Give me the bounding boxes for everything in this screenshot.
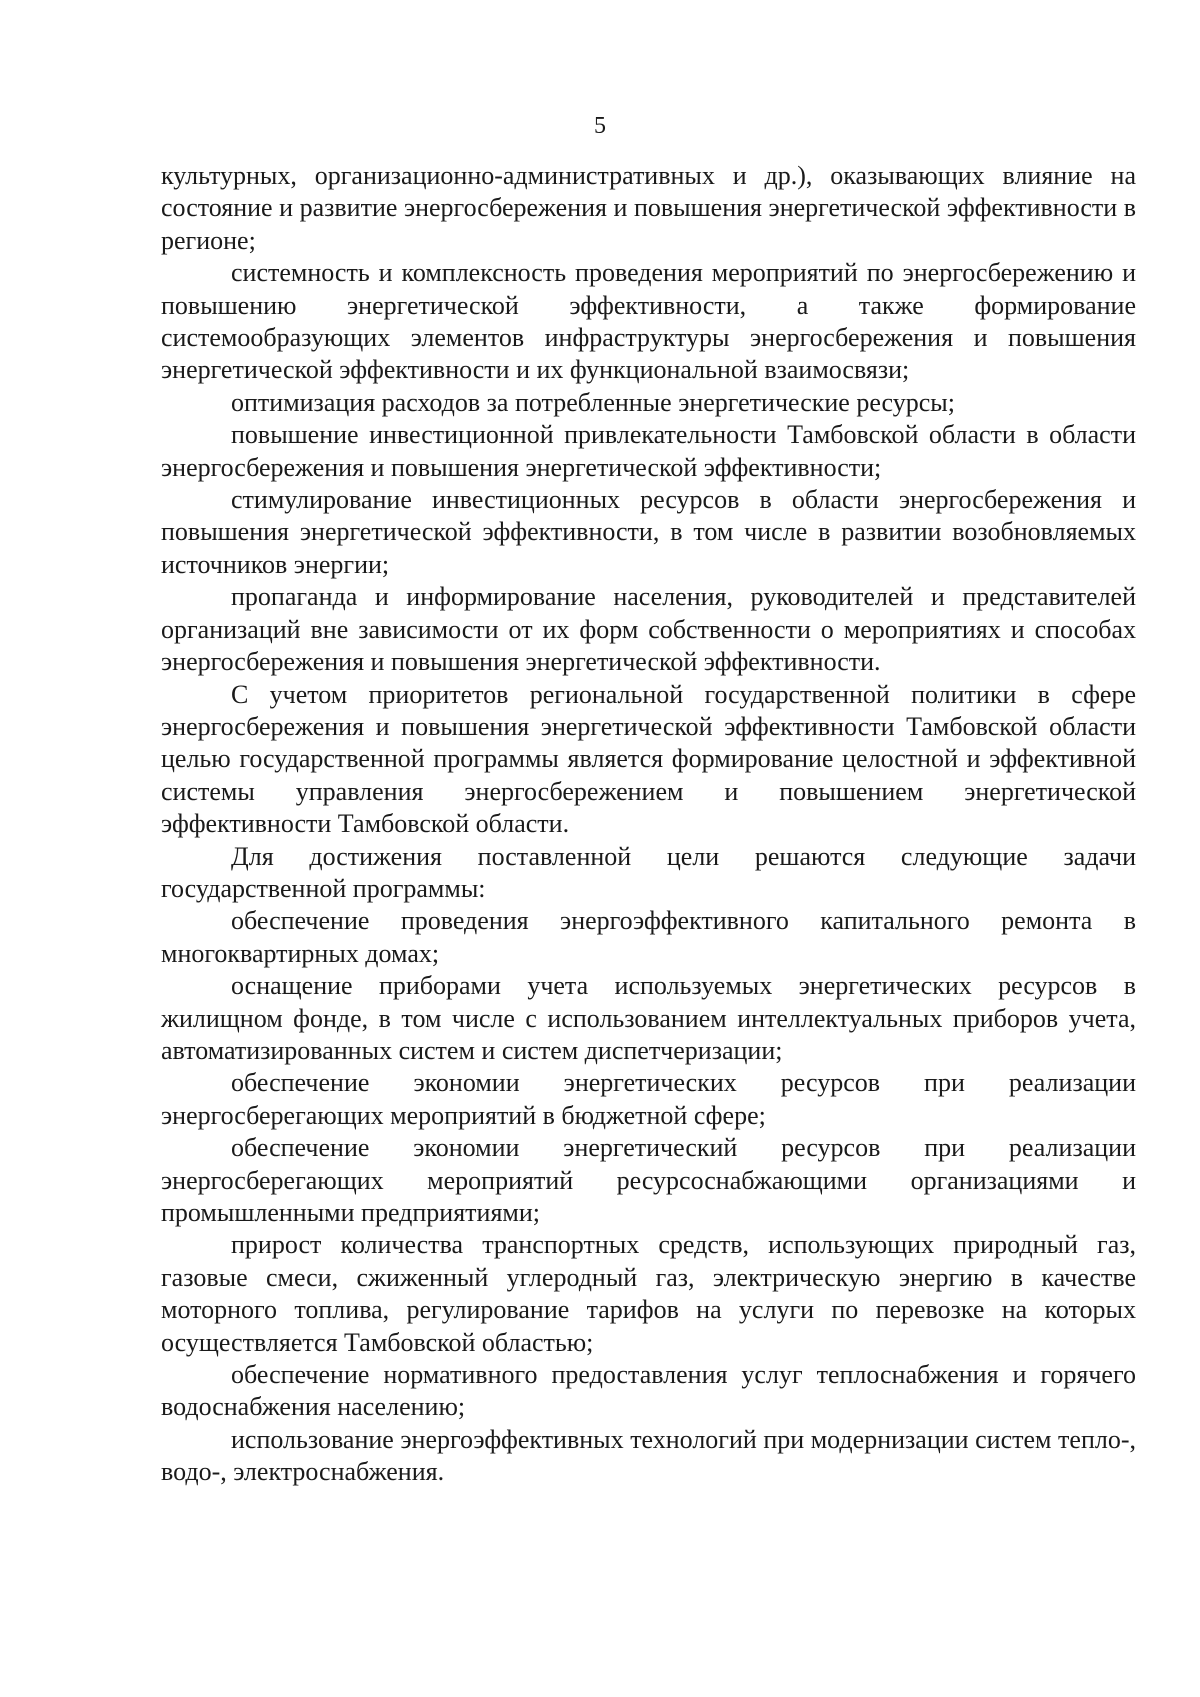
paragraph-propaganda: пропаганда и информирование населения, руководителей и представителей организаций вне зависимости от их форм собственности о мероприятиях и способах энергосбережения и повышения энергетической эффективности. [161,582,1136,677]
paragraph-task-metering: оснащение приборами учета используемых энергетических ресурсов в жилищном фонде, в том числе с использованием интеллектуальных приборов учета, автоматизированных систем и систем диспетчеризации; [161,971,1136,1065]
paragraph-program-goal: С учетом приоритетов региональной государственной политики в сфере энергосбережения и повышения энергетической эффективности Тамбовской области целью государственной программы является формирование целостной и эффективной системы управления энергосбережением и повышением энергетической эффективности Тамбовской области. [161,679,1136,839]
paragraph-systemic-approach: системность и комплексность проведения мероприятий по энергосбережению и повышению энергетической эффективности, а также формирование системообразующих элементов инфраструктуры энергосбережения и повышения энергетической эффективности и их функциональной взаимосвязи; [161,258,1136,385]
paragraph-investment-stimulation: стимулирование инвестиционных ресурсов в области энергосбережения и повышения энергетической эффективности, в том числе в развитии возобновляемых источников энергии; [161,485,1136,579]
paragraph-investment-attractiveness: повышение инвестиционной привлекательности Тамбовской области в области энергосбережения и повышения энергетической эффективности; [161,420,1136,482]
paragraph-task-heat-supply: обеспечение нормативного предоставления услуг теплоснабжения и горячего водоснабжения населению; [161,1360,1136,1422]
paragraph-tasks-intro: Для достижения поставленной цели решаются следующие задачи государственной программы: [161,841,1136,903]
paragraph-task-supplier-savings: обеспечение экономии энергетический ресурсов при реализации энергосберегающих мероприятий ресурсоснабжающими организациями и промышленными предприятиями; [161,1133,1136,1227]
paragraph-continuation: культурных, организационно-административных и др.), оказывающих влияние на состояние и развитие энергосбережения и повышения энергетической эффективности в регионе; [161,161,1136,255]
paragraph-cost-optimization: оптимизация расходов за потребленные энергетические ресурсы; [231,387,955,417]
paragraph-task-budget-savings: обеспечение экономии энергетических ресурсов при реализации энергосберегающих мероприятий в бюджетной сфере; [161,1068,1136,1130]
document-text [161,160,1136,1489]
paragraph-task-technologies: использование энергоэффективных технологий при модернизации систем тепло-, водо-, электроснабжения. [161,1424,1136,1487]
paragraph-task-transport: прирост количества транспортных средств, использующих природный газ, газовые смеси, сжиженный углеродный газ, электрическую энергию в качестве моторного топлива, регулирование тарифов на услуги по перевозке на которых осуществляется Тамбовской областью; [161,1230,1136,1357]
page-number: 5 [594,113,606,139]
paragraph-task-capital-repair: обеспечение проведения энергоэффективного капитального ремонта в многоквартирных домах; [161,906,1136,968]
